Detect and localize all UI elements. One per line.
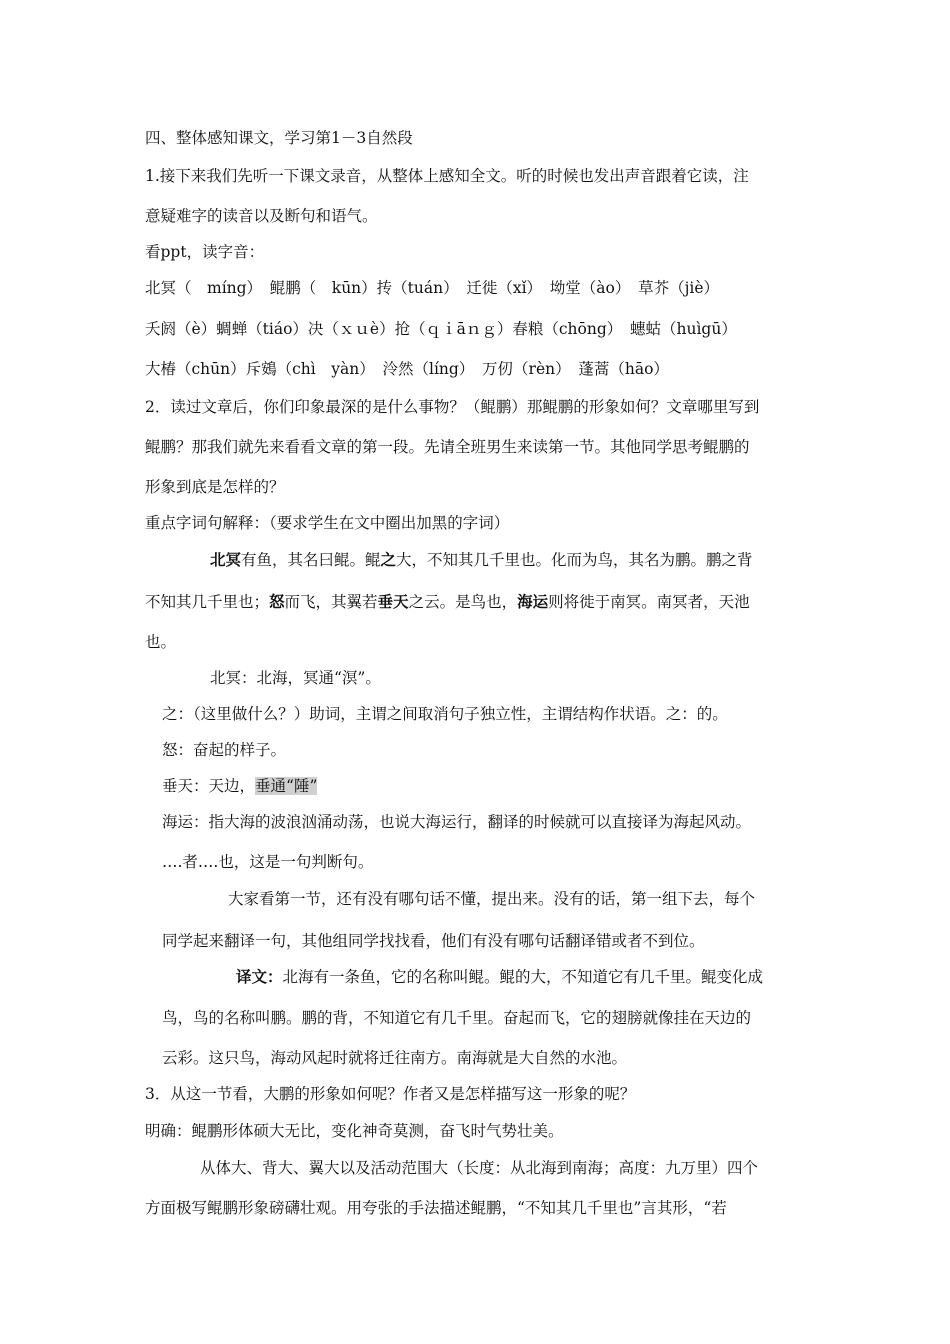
question-2-line-3: 形象到底是怎样的？ (145, 478, 285, 496)
translation-line-1 (236, 967, 763, 987)
passage-text: 大，不知其几千里也。化而为鸟，其名为鹏。鹏之背 (396, 551, 753, 569)
passage-line-3: 也。 (145, 633, 177, 651)
final-paragraph-line-1: 从体大、背大、翼大以及活动范围大（长度：从北海到南海；高度：九万里）四个 (200, 1159, 759, 1177)
note-beiming: 北冥：北海，冥通“溟”。 (210, 669, 381, 687)
key-words-intro: 重点字词句解释：（要求学生在文中圈出加黑的字词） (145, 514, 510, 532)
class-instruction-line-1: 大家看第一节，还有没有哪句话不懂，提出来。没有的话，第一组下去，每个 (228, 890, 756, 908)
passage-keyword: 垂天 (377, 592, 409, 611)
question-2-line-2: 鲲鹏？那我们就先来看看文章的第一段。先请全班男生来读第一节。其他同学思考鲲鹏的 (145, 438, 750, 456)
question-3: 3．从这一节看，大鹏的形象如何呢？作者又是怎样描写这一形象的呢？ (145, 1085, 636, 1103)
note-nu: 怒：奋起的样子。 (162, 741, 287, 759)
class-instruction-line-2: 同学起来翻译一句，其他组同学找找看，他们有没有哪句话翻译错或者不到位。 (162, 932, 705, 950)
question-2-line-1: 2．读过文章后，你们印象最深的是什么事物？（鲲鹏）那鲲鹏的形象如何？文章哪里写到 (145, 398, 760, 416)
passage-text: 之云。是鸟也， (408, 593, 518, 611)
passage-keyword: 怒 (269, 592, 285, 611)
note-zhe-ye: ….者….也，这是一句判断句。 (162, 853, 374, 871)
translation-line-2: 鸟，鸟的名称叫鹏。鹏的背，不知道它有几千里。奋起而飞，它的翅膀就像挂在天边的 (162, 1009, 752, 1027)
passage-text: 则将徙于南冥。南冥者，天池 (548, 593, 750, 611)
translation-label: 译文： (236, 967, 283, 986)
section-title: 四、整体感知课文，学习第1－3自然段 (145, 129, 413, 147)
pinyin-row-2: 夭阏（è）蜩蝉（tiáo）决（ｘｕè）抢（ｑｉāｎｇ）春粮（chōng） 蟪蛄（huìgū） (145, 320, 737, 338)
highlighted-note: 垂通“陲” (255, 777, 318, 795)
note-chuitian (162, 776, 317, 796)
translation-line-3: 云彩。这只鸟，海动风起时就将迁往南方。南海就是大自然的水池。 (162, 1049, 628, 1067)
passage-text: 有鱼，其名曰鲲。鲲 (241, 551, 381, 569)
ppt-intro: 看ppt，读字音： (145, 243, 265, 261)
final-paragraph-line-2: 方面极写鲲鹏形象磅礴壮观。用夸张的手法描述鲲鹏，“不知其几千里也”言其形，“若 (145, 1199, 727, 1217)
translation-text: 北海有一条鱼，它的名称叫鲲。鲲的大，不知道它有几千里。鲲变化成 (282, 968, 764, 986)
paragraph-1-line-2: 意疑难字的读音以及断句和语气。 (145, 207, 378, 225)
paragraph-1-line-1: 1.接下来我们先听一下课文录音，从整体上感知全文。听的时候也发出声音跟着它读，注 (145, 167, 749, 185)
passage-text: 不知其几千里也； (145, 593, 270, 611)
passage-keyword: 北冥 (210, 550, 242, 569)
passage-keyword: 之 (380, 550, 397, 569)
passage-line-1 (210, 550, 753, 570)
passage-text: 而飞，其翼若 (284, 593, 378, 611)
note-haiyun: 海运：指大海的波浪汹涌动荡，也说大海运行，翻译的时候就可以直接译为海起风动。 (162, 813, 752, 831)
note-chuitian-text: 垂天：天边， (162, 777, 256, 795)
pinyin-row-1: 北冥（ míng） 鲲鹏（ kūn）抟（tuán） 迁徙（xǐ） 坳堂（ào） 草芥（jiè） (145, 279, 720, 297)
note-zhi: 之：（这里做什么？）助词，主谓之间取消句子独立性，主谓结构作状语。之：的。 (162, 705, 728, 723)
pinyin-row-3: 大椿（chūn）斥鴳（chì yàn） 泠然（líng） 万仞（rèn） 蓬蒿（hāo） (145, 360, 669, 378)
passage-line-2 (145, 592, 750, 612)
answer: 明确：鲲鹏形体硕大无比，变化神奇莫测，奋飞时气势壮美。 (145, 1122, 564, 1140)
passage-keyword: 海运 (517, 592, 549, 611)
